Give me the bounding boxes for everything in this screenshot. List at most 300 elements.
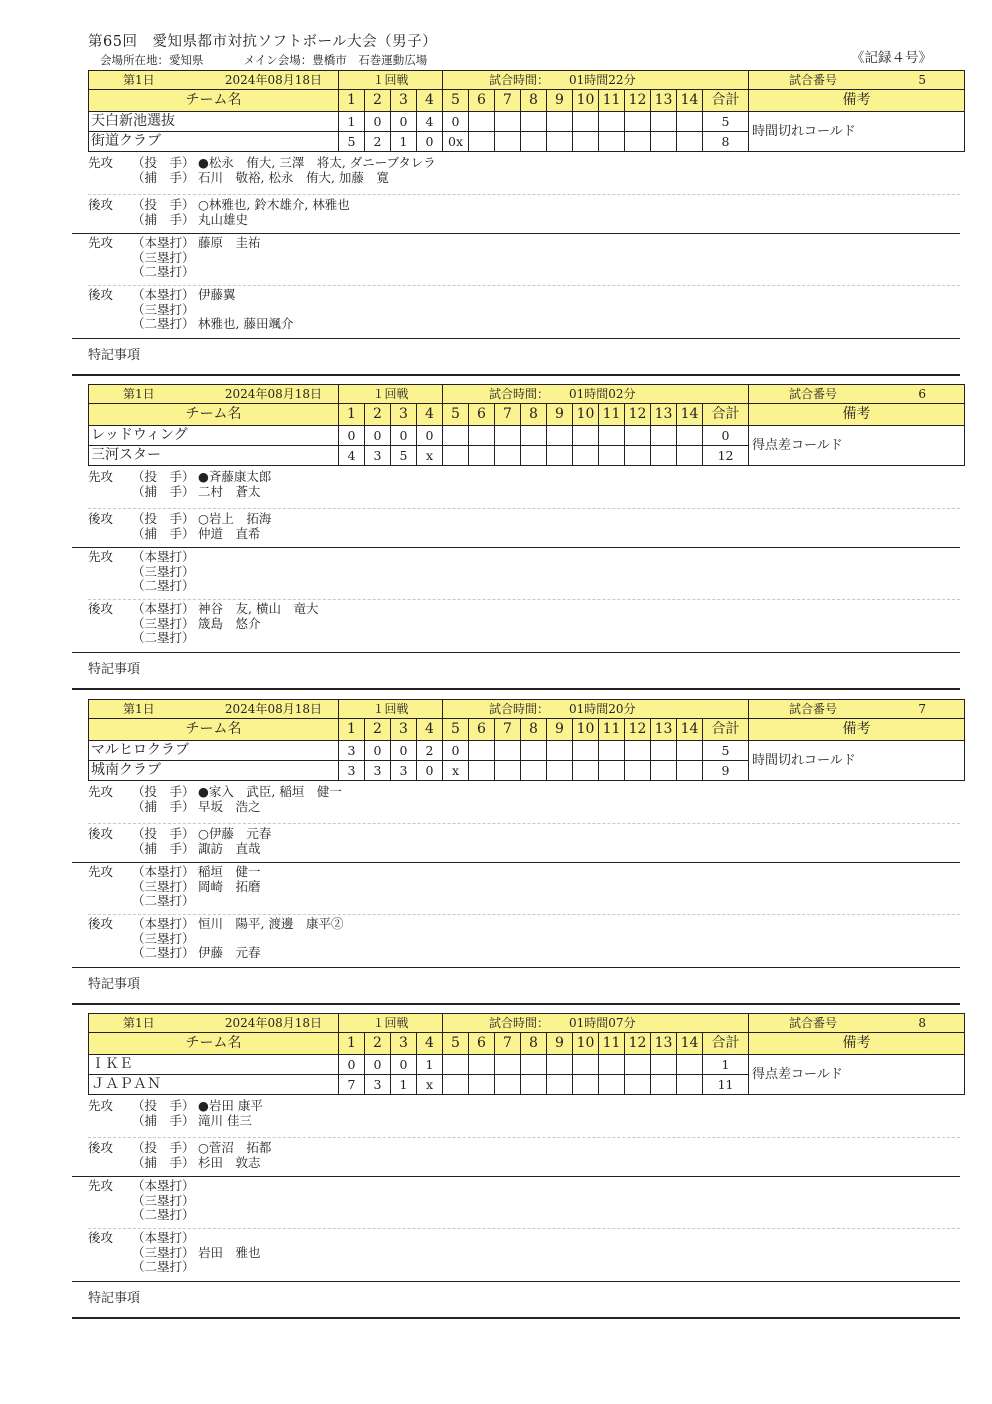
player-names: ○岩上 拓海 — [198, 511, 272, 526]
double-line — [132, 579, 198, 594]
game-separator — [72, 374, 960, 376]
player-names: 神谷 友, 横山 竜大 — [198, 601, 319, 616]
inning-score: 3 — [391, 761, 417, 781]
player-names: 伊藤 元春 — [198, 945, 261, 960]
game-block — [72, 699, 960, 1009]
position-label: （投 手） — [132, 469, 195, 484]
position-label: （投 手） — [132, 511, 195, 526]
divider — [88, 285, 960, 286]
double-line — [132, 894, 198, 909]
batting-order-label: 先攻 — [88, 469, 114, 484]
player-names: 稲垣 健一 — [198, 864, 261, 879]
inning-header: 13 — [651, 404, 677, 426]
position-label: （本塁打） — [132, 287, 195, 302]
position-label: （二塁打） — [132, 264, 195, 279]
game-time-label: 試合時間： — [489, 73, 550, 87]
player-names: 林雅也, 藤田颯介 — [198, 316, 294, 331]
player-names: 滝川 佳三 — [198, 1112, 252, 1128]
position-label: （投 手） — [132, 197, 195, 212]
inning-header: 9 — [547, 404, 573, 426]
position-label: （二塁打） — [132, 316, 195, 331]
team-name: レッドウィング — [89, 426, 339, 446]
pitcher-line — [132, 470, 271, 485]
inning-score: 1 — [391, 1075, 417, 1095]
position-label: （二塁打） — [132, 893, 195, 908]
catcher-line — [132, 485, 261, 500]
player-names: 岩田 雅也 — [198, 1244, 261, 1260]
inning-header: 10 — [573, 719, 599, 741]
game-remarks: 時間切れコールド — [749, 741, 965, 781]
inning-header: 1 — [339, 404, 365, 426]
game-time-label: 試合時間： — [489, 387, 550, 401]
inning-header: 5 — [443, 1033, 469, 1055]
position-label: （二塁打） — [132, 1207, 195, 1222]
inning-score: 3 — [365, 446, 391, 466]
position-label: （捕 手） — [132, 798, 195, 814]
inning-header: 10 — [573, 90, 599, 112]
game-time: 01時間22分 — [569, 73, 636, 87]
batting-order-label: 先攻 — [88, 784, 114, 799]
home-run-line — [132, 550, 198, 565]
inning-score: 3 — [365, 761, 391, 781]
position-label: （本塁打） — [132, 1178, 195, 1193]
special-notes-label: 特記事項 — [88, 662, 141, 677]
triple-line — [132, 1194, 198, 1209]
inning-score: 0 — [391, 112, 417, 132]
inning-header: 7 — [495, 404, 521, 426]
inning-header: 7 — [495, 1033, 521, 1055]
inning-score: 0 — [365, 426, 391, 446]
inning-header: 11 — [599, 719, 625, 741]
inning-header: 5 — [443, 404, 469, 426]
team-name: 三河スター — [89, 446, 339, 466]
batting-order-label: 後攻 — [88, 511, 114, 526]
game-block — [72, 384, 960, 694]
game-separator — [72, 1317, 960, 1319]
team-name: 天白新池選抜 — [89, 112, 339, 132]
remarks-header: 備考 — [749, 1033, 965, 1055]
inning-score: 0 — [443, 741, 469, 761]
game-number-label: 試合番号 — [789, 73, 838, 87]
player-names: 仲道 直希 — [198, 525, 261, 541]
inning-score: 0 — [391, 741, 417, 761]
player-names: 杉田 敦志 — [198, 1154, 261, 1170]
inning-header: 11 — [599, 404, 625, 426]
divider — [72, 233, 960, 234]
team-name-header: チーム名 — [89, 719, 339, 741]
inning-header: 2 — [365, 90, 391, 112]
triple-line — [132, 303, 198, 318]
catcher-line — [132, 842, 261, 857]
position-label: （捕 手） — [132, 483, 195, 499]
player-names: ●斉藤康太郎 — [198, 469, 272, 484]
inning-header: 10 — [573, 404, 599, 426]
position-label: （三塁打） — [132, 249, 195, 265]
position-label: （二塁打） — [132, 1259, 195, 1274]
divider — [88, 914, 960, 915]
position-label: （投 手） — [132, 784, 195, 799]
inning-score: 0 — [339, 1055, 365, 1075]
inning-header: 3 — [391, 719, 417, 741]
inning-header: 14 — [677, 90, 703, 112]
divider — [88, 599, 960, 600]
inning-header: 8 — [521, 404, 547, 426]
main-venue: メイン会場：豊橋市 石巻運動広場 — [243, 53, 428, 67]
team-total: 11 — [703, 1075, 749, 1095]
batting-order-label: 先攻 — [88, 864, 114, 879]
triple-line — [132, 1246, 261, 1261]
divider — [88, 1228, 960, 1229]
game-number: 7 — [918, 702, 927, 716]
inning-header: 8 — [521, 90, 547, 112]
home-run-line — [132, 917, 343, 932]
inning-score: 0 — [339, 426, 365, 446]
home-run-line — [132, 1231, 198, 1246]
inning-score: 3 — [339, 761, 365, 781]
game-round: １回戦 — [339, 385, 443, 404]
home-run-line — [132, 1179, 198, 1194]
inning-score: 0 — [365, 741, 391, 761]
inning-header: 2 — [365, 1033, 391, 1055]
game-block — [72, 1013, 960, 1323]
pitcher-line — [132, 1099, 263, 1114]
inning-header: 5 — [443, 90, 469, 112]
batting-order-label: 先攻 — [88, 1178, 114, 1193]
inning-score: 2 — [417, 741, 443, 761]
inning-score: 0 — [417, 761, 443, 781]
player-names: 早坂 浩之 — [198, 798, 261, 814]
game-day: 第1日 — [123, 1016, 155, 1030]
position-label: （二塁打） — [132, 630, 195, 645]
inning-header: 4 — [417, 719, 443, 741]
game-round: １回戦 — [339, 700, 443, 719]
game-remarks: 得点差コールド — [749, 426, 965, 466]
catcher-line — [132, 1156, 261, 1171]
inning-header: 2 — [365, 719, 391, 741]
inning-header: 9 — [547, 719, 573, 741]
pitcher-line — [132, 512, 271, 527]
player-names: ○伊藤 元春 — [198, 826, 272, 841]
batting-order-label: 後攻 — [88, 287, 114, 302]
divider — [72, 547, 960, 548]
inning-score: 4 — [417, 112, 443, 132]
inning-score: 0 — [391, 1055, 417, 1075]
inning-header: 2 — [365, 404, 391, 426]
inning-header: 12 — [625, 719, 651, 741]
total-header: 合計 — [703, 1033, 749, 1055]
remarks-header: 備考 — [749, 719, 965, 741]
remarks-header: 備考 — [749, 90, 965, 112]
position-label: （捕 手） — [132, 1154, 195, 1170]
team-total: 0 — [703, 426, 749, 446]
double-line — [132, 265, 198, 280]
home-run-line — [132, 236, 261, 251]
player-names: ●家入 武臣, 稲垣 健一 — [198, 784, 342, 799]
inning-score: 1 — [417, 1055, 443, 1075]
divider — [88, 1137, 960, 1138]
pitcher-line — [132, 827, 271, 842]
position-label: （三塁打） — [132, 930, 195, 946]
inning-header: 1 — [339, 1033, 365, 1055]
inning-score: 0 — [365, 112, 391, 132]
game-details — [88, 70, 960, 370]
batting-order-label: 後攻 — [88, 601, 114, 616]
pitcher-line — [132, 198, 350, 213]
catcher-line — [132, 171, 389, 186]
divider — [72, 652, 960, 653]
game-separator — [72, 688, 960, 690]
inning-score: 2 — [365, 132, 391, 152]
double-line — [132, 946, 261, 961]
catcher-line — [132, 527, 261, 542]
pitcher-line — [132, 1141, 271, 1156]
position-label: （捕 手） — [132, 211, 195, 227]
game-date: 2024年08月18日 — [224, 387, 322, 401]
triple-line — [132, 617, 261, 632]
inning-score: 1 — [391, 132, 417, 152]
batting-order-label: 後攻 — [88, 197, 114, 212]
position-label: （捕 手） — [132, 1112, 195, 1128]
position-label: （投 手） — [132, 155, 195, 170]
inning-header: 6 — [469, 1033, 495, 1055]
triple-line — [132, 251, 198, 266]
position-label: （三塁打） — [132, 615, 195, 631]
game-separator — [72, 1003, 960, 1005]
inning-score: 0 — [417, 132, 443, 152]
position-label: （捕 手） — [132, 169, 195, 185]
inning-header: 12 — [625, 1033, 651, 1055]
team-total: 1 — [703, 1055, 749, 1075]
inning-score: 0 — [365, 1055, 391, 1075]
batting-order-label: 後攻 — [88, 1230, 114, 1245]
inning-header: 11 — [599, 1033, 625, 1055]
divider — [72, 862, 960, 863]
inning-score: 7 — [339, 1075, 365, 1095]
catcher-line — [132, 213, 248, 228]
double-line — [132, 631, 198, 646]
inning-score: 0x — [443, 132, 469, 152]
inning-score: 0 — [391, 426, 417, 446]
position-label: （投 手） — [132, 1098, 195, 1113]
game-number-label: 試合番号 — [789, 387, 838, 401]
batting-order-label: 先攻 — [88, 1098, 114, 1113]
game-day: 第1日 — [123, 73, 155, 87]
team-total: 8 — [703, 132, 749, 152]
inning-score: 4 — [339, 446, 365, 466]
inning-score: 5 — [339, 132, 365, 152]
player-names: ○林雅也, 鈴木雄介, 林雅也 — [198, 197, 350, 212]
record-number: 《記録４号》 — [851, 50, 932, 66]
inning-header: 10 — [573, 1033, 599, 1055]
home-run-line — [132, 602, 318, 617]
game-number-label: 試合番号 — [789, 702, 838, 716]
player-names: 岡崎 拓磨 — [198, 878, 261, 894]
team-name-header: チーム名 — [89, 404, 339, 426]
player-names: 恒川 陽平, 渡邊 康平② — [198, 916, 344, 931]
game-number: 8 — [918, 1016, 927, 1030]
team-total: 12 — [703, 446, 749, 466]
remarks-header: 備考 — [749, 404, 965, 426]
team-name: 街道クラブ — [89, 132, 339, 152]
venue-line — [100, 52, 427, 68]
catcher-line — [132, 800, 261, 815]
game-day: 第1日 — [123, 387, 155, 401]
inning-header: 5 — [443, 719, 469, 741]
position-label: （本塁打） — [132, 601, 195, 616]
inning-score: 0 — [443, 112, 469, 132]
special-notes-label: 特記事項 — [88, 977, 141, 992]
inning-score: 3 — [339, 741, 365, 761]
page-header — [0, 0, 992, 70]
batting-order-label: 後攻 — [88, 826, 114, 841]
inning-header: 1 — [339, 719, 365, 741]
position-label: （三塁打） — [132, 1192, 195, 1208]
inning-header: 1 — [339, 90, 365, 112]
position-label: （本塁打） — [132, 864, 195, 879]
game-day: 第1日 — [123, 702, 155, 716]
inning-header: 8 — [521, 719, 547, 741]
team-name-header: チーム名 — [89, 90, 339, 112]
game-date: 2024年08月18日 — [224, 1016, 322, 1030]
pitcher-line — [132, 785, 342, 800]
double-line — [132, 1260, 198, 1275]
position-label: （本塁打） — [132, 235, 195, 250]
inning-header: 12 — [625, 404, 651, 426]
inning-score: x — [443, 761, 469, 781]
triple-line — [132, 932, 198, 947]
inning-header: 6 — [469, 404, 495, 426]
inning-header: 14 — [677, 404, 703, 426]
position-label: （投 手） — [132, 826, 195, 841]
inning-header: 9 — [547, 1033, 573, 1055]
game-time: 01時間02分 — [569, 387, 636, 401]
inning-header: 6 — [469, 90, 495, 112]
position-label: （三塁打） — [132, 563, 195, 579]
player-names: 丸山雄史 — [198, 211, 249, 227]
total-header: 合計 — [703, 90, 749, 112]
inning-header: 12 — [625, 90, 651, 112]
team-name: 城南クラブ — [89, 761, 339, 781]
inning-header: 4 — [417, 1033, 443, 1055]
position-label: （投 手） — [132, 1140, 195, 1155]
batting-order-label: 先攻 — [88, 235, 114, 250]
team-name: ＩＫＥ — [89, 1055, 339, 1075]
game-time: 01時間07分 — [569, 1016, 636, 1030]
venue-location: 会場所在地：愛知県 — [100, 53, 204, 67]
special-notes-label: 特記事項 — [88, 348, 141, 363]
total-header: 合計 — [703, 404, 749, 426]
inning-header: 4 — [417, 90, 443, 112]
pitcher-line — [132, 156, 436, 171]
player-names: 筬島 悠介 — [198, 615, 261, 631]
position-label: （三塁打） — [132, 1244, 195, 1260]
team-name: ＪＡＰＡＮ — [89, 1075, 339, 1095]
divider — [88, 194, 960, 195]
inning-score: x — [417, 446, 443, 466]
divider — [72, 1176, 960, 1177]
game-time: 01時間20分 — [569, 702, 636, 716]
team-name: マルヒロクラブ — [89, 741, 339, 761]
game-time-label: 試合時間： — [489, 1016, 550, 1030]
inning-score: 5 — [391, 446, 417, 466]
batting-order-label: 先攻 — [88, 549, 114, 564]
player-names: ●岩田 康平 — [198, 1098, 263, 1113]
position-label: （二塁打） — [132, 945, 195, 960]
game-remarks: 得点差コールド — [749, 1055, 965, 1095]
game-date: 2024年08月18日 — [224, 702, 322, 716]
inning-header: 11 — [599, 90, 625, 112]
position-label: （三塁打） — [132, 878, 195, 894]
player-names: ○菅沼 拓都 — [198, 1140, 272, 1155]
position-label: （本塁打） — [132, 1230, 195, 1245]
game-block — [72, 70, 960, 380]
player-names: ●松永 侑大, 三澤 将太, ダニーブタレラ — [198, 155, 436, 170]
divider — [88, 508, 960, 509]
game-number: 6 — [918, 387, 927, 401]
home-run-line — [132, 288, 236, 303]
inning-score: x — [417, 1075, 443, 1095]
position-label: （三塁打） — [132, 301, 195, 317]
batting-order-label: 先攻 — [88, 155, 114, 170]
double-line — [132, 1208, 198, 1223]
game-details — [88, 1013, 960, 1313]
position-label: （捕 手） — [132, 525, 195, 541]
inning-header: 3 — [391, 90, 417, 112]
triple-line — [132, 565, 198, 580]
divider — [88, 823, 960, 824]
game-remarks: 時間切れコールド — [749, 112, 965, 152]
game-time-label: 試合時間： — [489, 702, 550, 716]
position-label: （捕 手） — [132, 840, 195, 856]
inning-header: 13 — [651, 90, 677, 112]
divider — [72, 1281, 960, 1282]
game-round: １回戦 — [339, 71, 443, 90]
game-date: 2024年08月18日 — [224, 73, 322, 87]
triple-line — [132, 880, 261, 895]
page-title: 第65回 愛知県都市対抗ソフトボール大会（男子） — [88, 34, 438, 50]
inning-header: 3 — [391, 1033, 417, 1055]
inning-score: 1 — [339, 112, 365, 132]
batting-order-label: 後攻 — [88, 1140, 114, 1155]
inning-header: 9 — [547, 90, 573, 112]
position-label: （二塁打） — [132, 578, 195, 593]
double-line — [132, 317, 293, 332]
game-number: 5 — [918, 73, 927, 87]
special-notes-label: 特記事項 — [88, 1291, 141, 1306]
inning-header: 7 — [495, 719, 521, 741]
game-number-label: 試合番号 — [789, 1016, 838, 1030]
catcher-line — [132, 1114, 252, 1129]
inning-score: 3 — [365, 1075, 391, 1095]
total-header: 合計 — [703, 719, 749, 741]
inning-header: 14 — [677, 719, 703, 741]
player-names: 石川 敬裕, 松永 侑大, 加藤 寛 — [198, 169, 389, 185]
inning-header: 13 — [651, 1033, 677, 1055]
home-run-line — [132, 865, 261, 880]
player-names: 藤原 圭祐 — [198, 235, 261, 250]
player-names: 伊藤翼 — [198, 287, 236, 302]
inning-header: 14 — [677, 1033, 703, 1055]
team-total: 5 — [703, 112, 749, 132]
inning-header: 8 — [521, 1033, 547, 1055]
inning-score: 0 — [417, 426, 443, 446]
inning-header: 13 — [651, 719, 677, 741]
inning-header: 4 — [417, 404, 443, 426]
inning-header: 6 — [469, 719, 495, 741]
player-names: 二村 蒼太 — [198, 483, 261, 499]
divider — [72, 338, 960, 339]
batting-order-label: 後攻 — [88, 916, 114, 931]
